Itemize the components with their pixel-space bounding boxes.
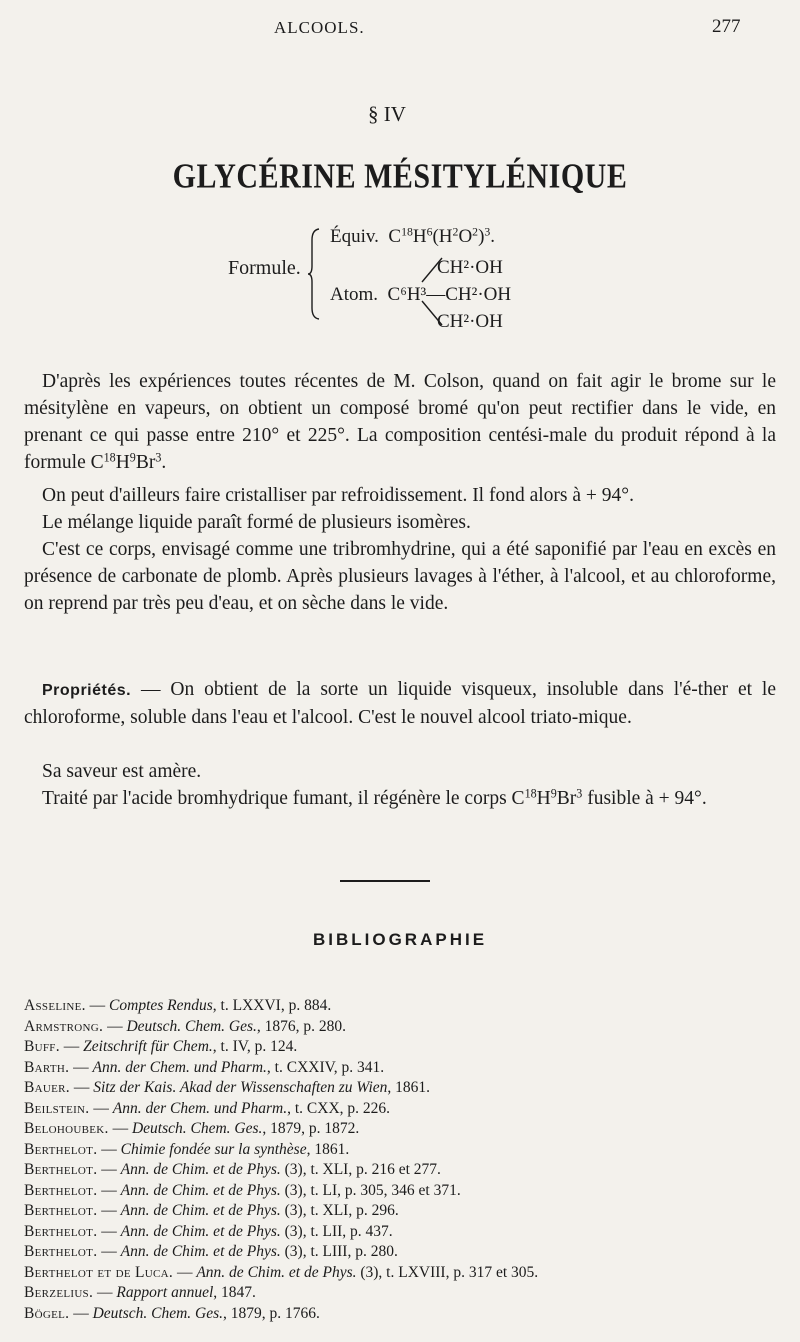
entry-author: Barth. [24,1058,70,1076]
bibliography-entry [24,1242,784,1263]
paragraph-saponification: C'est ce corps, envisagé comme une tribromhydrine, qui a été saponifié par l'eau en excès en présence de carbonate de plomb. Après plusieurs lavages à l'éther, à l'alcool, et au chloroforme, on reprend par très peu d'eau, et on sèche dans le vide. [24,539,776,614]
bibliography-entry [24,1222,784,1243]
paragraph-taste: Sa saveur est amère. [42,761,202,782]
entry-details: , t. LXXVI, p. 884. [212,997,332,1014]
entry-dash: — [93,1284,117,1301]
bibliography-entry [24,1058,784,1079]
bibliography-entry [24,1181,784,1202]
bibliography-entry [24,1201,784,1222]
bibliography-entry [24,1078,784,1099]
bibliography-entry [24,996,784,1017]
bibliography-entry [24,1017,784,1038]
entry-details: (3), t. LII, p. 437. [280,1222,393,1240]
entry-source: Ann. der Chem. und Pharm. [92,1058,267,1076]
entry-author: Berthelot. [24,1181,98,1199]
entry-source: Comptes Rendus [109,997,213,1014]
entry-source: Rapport annuel [116,1284,214,1301]
bromhydric-after: fusible à + 94°. [587,788,707,809]
paragraph-properties [24,676,776,731]
bibliography-heading: BIBLIOGRAPHIE [312,930,488,949]
entry-details: , 1879, p. 1872. [262,1120,360,1137]
bibliography-entry [24,1037,784,1058]
entry-dash: — [173,1263,197,1281]
entry-dash: — [69,1304,93,1322]
paragraph-crystallize: On peut d'ailleurs faire cristalliser par refroidissement. Il fond alors à + 94°. [42,485,634,506]
entry-dash: — [69,1079,94,1096]
formula-label: Formule. [228,257,301,279]
bibliography-entry [24,1263,784,1284]
section-separator [340,880,430,882]
formula-inline-2: $C^{18}H^9Br^3$ [511,786,583,809]
entry-author: Berthelot. [24,1222,98,1240]
atom-label: Atom. [330,284,379,305]
running-head: ALCOOLS. [274,18,365,37]
paragraph-colson [24,368,776,476]
entry-dash: — [97,1161,121,1178]
paragraph-colson-text: D'après les expériences toutes récentes de M. Colson, quand on fait agir le brome sur le mésitylène en vapeurs, on obtient un composé bromé qu'on peut rectifier dans le vide, en prenant ce qui passe entre 210° et 225°. La composition centési-male du produit répond à la formule [24,371,776,473]
entry-author: Berthelot. [24,1161,98,1178]
entry-dash: — [97,1222,121,1240]
properties-text: — On obtient de la sorte un liquide visqueux, insoluble dans l'é-ther et le chloroforme, soluble dans l'eau et l'alcool. C'est le nouvel alcool triato-mique. [24,679,777,728]
entry-author: Belohoubek. [24,1120,109,1137]
entry-author: Bögel. [24,1304,70,1322]
entry-dash: — [97,1243,121,1260]
formula-inline-1: $C^{18}H^9Br^3$. [90,450,167,473]
entry-dash: — [89,1099,113,1117]
paragraph-bromhydric [24,785,776,812]
entry-source: Ann. der Chem. und Pharm. [112,1099,288,1117]
entry-details: , 1876, p. 280. [256,1017,347,1035]
section-number: § IV [368,102,406,126]
formula-group-2: CH²·OH [445,284,512,305]
entry-details: , 1879, p. 1766. [223,1304,320,1322]
entry-source: Zeitschrift für Chem. [83,1038,213,1055]
entry-author: Buff. [24,1038,60,1055]
entry-dash: — [97,1140,121,1158]
entry-author: Berzelius. [24,1284,94,1301]
entry-dash: — [59,1038,84,1055]
entry-details: , t. IV, p. 124. [212,1038,298,1055]
formula-group-3: CH²·OH [437,311,503,332]
equiv-formula: $C^{18}H^6(H^2O^2)^3$. [388,225,496,247]
formula-brace-icon [308,228,320,320]
paragraph-isomers: Le mélange liquide paraît formé de plusieurs isomères. [42,512,471,533]
entry-author: Asseline. [24,997,86,1014]
entry-dash: — [97,1181,121,1199]
page-number: 277 [712,16,741,37]
bibliography-entry [24,1160,784,1181]
entry-author: Armstrong. [24,1017,104,1035]
entry-author: Beilstein. [24,1099,90,1117]
entry-source: Deutsch. Chem. Ges. [92,1304,224,1322]
entry-source: Ann. de Chim. et de Phys. [120,1202,281,1219]
entry-dash: — [103,1017,127,1035]
entry-source: Ann. de Chim. et de Phys. [120,1161,281,1178]
entry-source: Deutsch. Chem. Ges. [126,1017,257,1035]
chapter-title: GLYCÉRINE MÉSITYLÉNIQUE [172,157,628,196]
entry-author: Berthelot. [24,1202,98,1219]
equiv-label: Équiv. [330,226,379,247]
properties-label: Propriétés. [42,682,132,699]
atom-core: C⁶H³— [387,284,446,305]
entry-source: Ann. de Chim. et de Phys. [120,1222,281,1240]
bibliography-entry [24,1119,784,1140]
entry-details: (3), t. LXVIII, p. 317 et 305. [356,1263,539,1281]
entry-source: Chimie fondée sur la synthèse [120,1140,307,1158]
entry-source: Ann. de Chim. et de Phys. [120,1181,281,1199]
bibliography-entry [24,1099,784,1120]
entry-source: Ann. de Chim. et de Phys. [120,1243,281,1260]
bibliography-entry [24,1304,784,1325]
formula-group-1: CH²·OH [437,257,503,278]
entry-source: Ann. de Chim. et de Phys. [196,1263,357,1281]
entry-details: (3), t. LIII, p. 280. [280,1243,398,1260]
formula-equiv [330,226,495,248]
entry-dash: — [97,1202,121,1219]
entry-details: (3), t. XLI, p. 216 et 277. [280,1161,441,1178]
entry-author: Bauer. [24,1079,70,1096]
entry-author: Berthelot. [24,1140,98,1158]
entry-author: Berthelot et de Luca. [24,1263,174,1281]
entry-details: , 1847. [213,1284,256,1301]
entry-source: Sitz der Kais. Akad der Wissenschaften zu Wien [93,1079,388,1096]
bibliography-entry [24,1283,784,1304]
bibliography-list [24,996,784,1324]
entry-details: , 1861. [306,1140,350,1158]
entry-dash: — [108,1120,132,1137]
entry-dash: — [69,1058,93,1076]
entry-details: (3), t. XLI, p. 296. [280,1202,399,1219]
bromhydric-before: Traité par l'acide bromhydrique fumant, il régénère le corps [42,788,507,809]
entry-details: (3), t. LI, p. 305, 346 et 371. [280,1181,461,1199]
entry-dash: — [85,997,110,1014]
bibliography-entry [24,1140,784,1161]
entry-details: , t. CXXIV, p. 341. [266,1058,385,1076]
entry-details: , 1861. [387,1079,431,1096]
entry-source: Deutsch. Chem. Ges. [131,1120,263,1137]
entry-details: , t. CXX, p. 226. [287,1099,391,1117]
entry-author: Berthelot. [24,1243,98,1260]
